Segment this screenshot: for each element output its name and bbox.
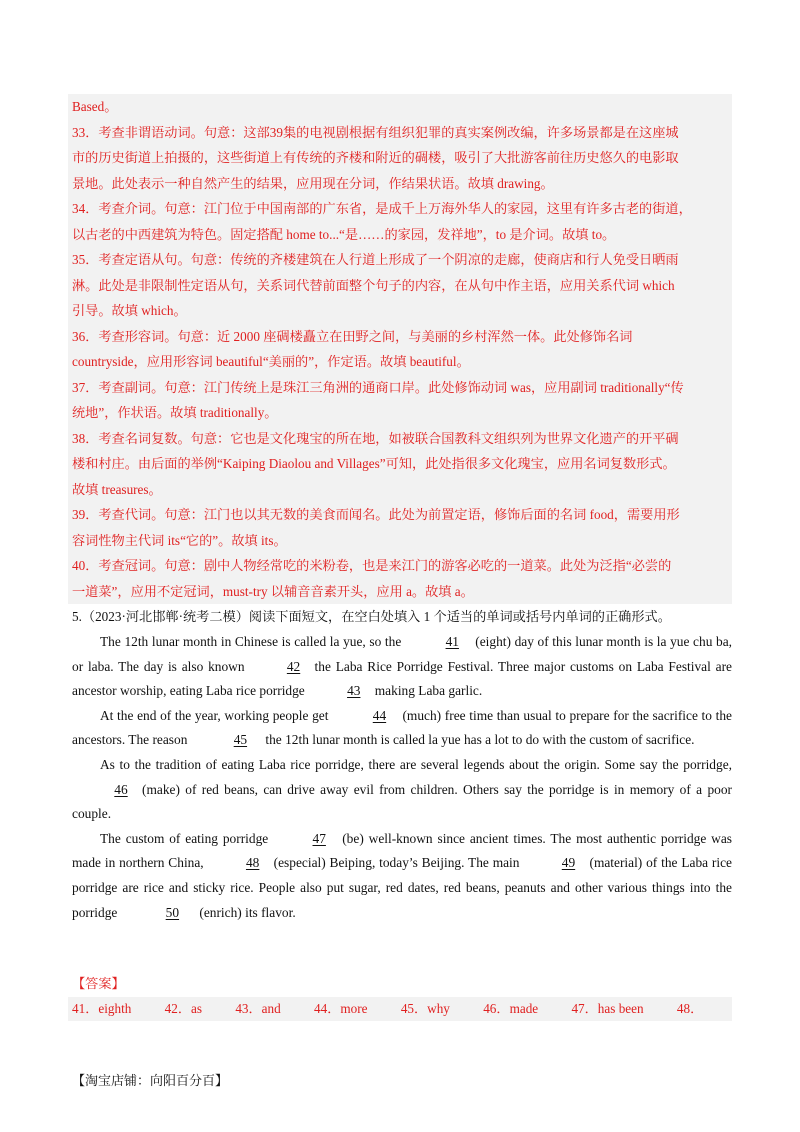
passage-text: (especial) Beiping, today’s Beijing. The main xyxy=(273,855,520,871)
passage-text: the 12th lunar month is called la yue has a lot to do with the custom of sacrifice. xyxy=(265,732,695,748)
answer-row xyxy=(68,997,732,1021)
passage-text: (material) of the Laba rice porridge are rice and sticky rice. People also put sugar, red dates, red beans, peanuts and other various things into the porridge xyxy=(72,855,732,920)
blank-46: 46 xyxy=(114,781,128,797)
passage-text: The custom of eating porridge xyxy=(100,830,269,846)
shop-footer: 【淘宝店铺：向阳百分百】 xyxy=(72,1073,229,1088)
passage-text: At the end of the year, working people get xyxy=(100,707,329,723)
passage-text: The 12th lunar month in Chinese is called la yue, so the xyxy=(100,634,402,649)
answer-item: 46．made xyxy=(483,1001,539,1016)
answer-header: 【答案】 xyxy=(72,976,125,991)
blank-47: 47 xyxy=(312,830,326,846)
passage-text: (be) well-known since ancient times. The most authentic porridge was made in northern China, xyxy=(72,830,732,871)
answer-item: 44．more xyxy=(314,1001,368,1016)
blank-41: 41 xyxy=(445,634,459,649)
explanation-line: 35．考查定语从句。句意：传统的齐楼建筑在人行道上形成了一个阴凉的走廊，使商店和行人免受日晒雨 xyxy=(72,252,679,267)
passage-paragraph xyxy=(72,753,732,827)
explanation-block xyxy=(68,94,732,604)
explanation-line: 38．考查名词复数。句意：它也是文化瑰宝的所在地，如被联合国教科文组织列为世界文化遗产的开平碉 xyxy=(72,430,679,446)
passage-text: (make) of red beans, can drive away evil from children. Others say the porridge is in memory of a poor couple. xyxy=(72,781,732,822)
blank-49: 49 xyxy=(561,855,576,871)
answer-item: 47．has been xyxy=(571,1001,644,1016)
explanation-line: 统地”，作状语。故填 traditionally。 xyxy=(72,405,278,420)
answer-item: 41．eighth xyxy=(72,1001,132,1016)
question-header: 5.（2023·河北邯郸·统考二模）阅读下面短文，在空白处填入 1 个适当的单词或括号内单词的正确形式。 xyxy=(72,609,671,624)
explanation-line: 楼和村庄。由后面的举例“Kaiping Diaolou and Villages”可知，此处指很多文化瑰宝，应用名词复数形式。 xyxy=(72,456,676,471)
passage-paragraph xyxy=(72,704,732,753)
blank-42: 42 xyxy=(286,658,301,674)
passage-text: (eight) day of this lunar month is la yue chu ba, or laba. The day is also known xyxy=(72,634,732,674)
answer-item: 48． xyxy=(676,1001,704,1016)
answer-item: 42．as xyxy=(164,1001,203,1016)
answer-item: 45．why xyxy=(400,1001,450,1016)
passage-text: (much) free time than usual to prepare for the sacrifice to the ancestors. The reason xyxy=(72,707,732,748)
blank-45: 45 xyxy=(233,732,248,748)
passage-text: (enrich) its flavor. xyxy=(199,904,296,920)
explanation-line: 一道菜”，应用不定冠词，must-try 以辅音音素开头，应用 a。故填 a。 xyxy=(72,583,474,599)
blank-50: 50 xyxy=(165,904,180,920)
explanation-line: 33．考查非谓语动词。句意：这部39集的电视剧根据有组织犯罪的真实案例改编，许多场景都是在这座城 xyxy=(72,124,679,140)
passage-text: As to the tradition of eating Laba rice porridge, there are several legends about the origin. Some say the porridge, xyxy=(100,756,732,772)
explanation-line: countryside，应用形容词 beautiful“美丽的”，作定语。故填 beautiful。 xyxy=(72,354,470,369)
explanation-line: 市的历史街道上拍摄的，这些街道上有传统的齐楼和附近的碉楼，吸引了大批游客前往历史悠久的电影取 xyxy=(72,150,679,165)
explanation-line: 39．考查代词。句意：江门也以其无数的美食而闻名。此处为前置定语，修饰后面的名词 food，需要用形 xyxy=(72,507,680,522)
explanation-line: 故填 treasures。 xyxy=(72,481,162,497)
passage-paragraph xyxy=(72,827,732,925)
explanation-line: 引导。故填 which。 xyxy=(72,303,187,318)
cloze-passage xyxy=(72,630,732,925)
passage-text: making Laba garlic. xyxy=(374,683,483,699)
explanation-line: Based。 xyxy=(72,99,118,114)
passage-paragraph xyxy=(72,630,732,704)
explanation-line: 淋。此处是非限制性定语从句，关系词代替前面整个句子的内容，在从句中作主语，应用关系代词 which xyxy=(72,277,675,293)
explanation-line: 容词性物主代词 its“它的”。故填 its。 xyxy=(72,532,287,548)
blank-48: 48 xyxy=(245,855,260,871)
answer-item: 43．and xyxy=(235,1001,281,1016)
explanation-line: 37．考查副词。句意：江门传统上是珠江三角洲的通商口岸。此处修饰动词 was，应用副词 traditionally“传 xyxy=(72,379,684,395)
explanation-line: 36．考查形容词。句意：近 2000 座碉楼矗立在田野之间，与美丽的乡村浑然一体。此处修饰名词 xyxy=(72,328,633,344)
explanation-line: 40．考查冠词。句意：剧中人物经常吃的米粉卷，也是来江门的游客必吃的一道菜。此处为泛指“必尝的 xyxy=(72,558,672,573)
explanation-line: 34．考查介词。句意：江门位于中国南部的广东省，是成千上万海外华人的家园，这里有许多古老的街道， xyxy=(72,201,692,216)
explanation-line: 景地。此处表示一种自然产生的结果，应用现在分词，作结果状语。故填 drawing。 xyxy=(72,175,554,191)
blank-44: 44 xyxy=(372,707,387,723)
explanation-line: 以古老的中西建筑为特色。固定搭配 home to...“是……的家园，发祥地”，to 是介词。故填 to。 xyxy=(72,226,616,242)
passage-text: the Laba Rice Porridge Festival. Three major customs on Laba Festival are ancestor worship, eating Laba rice porridge xyxy=(72,658,732,699)
blank-43: 43 xyxy=(347,683,361,699)
